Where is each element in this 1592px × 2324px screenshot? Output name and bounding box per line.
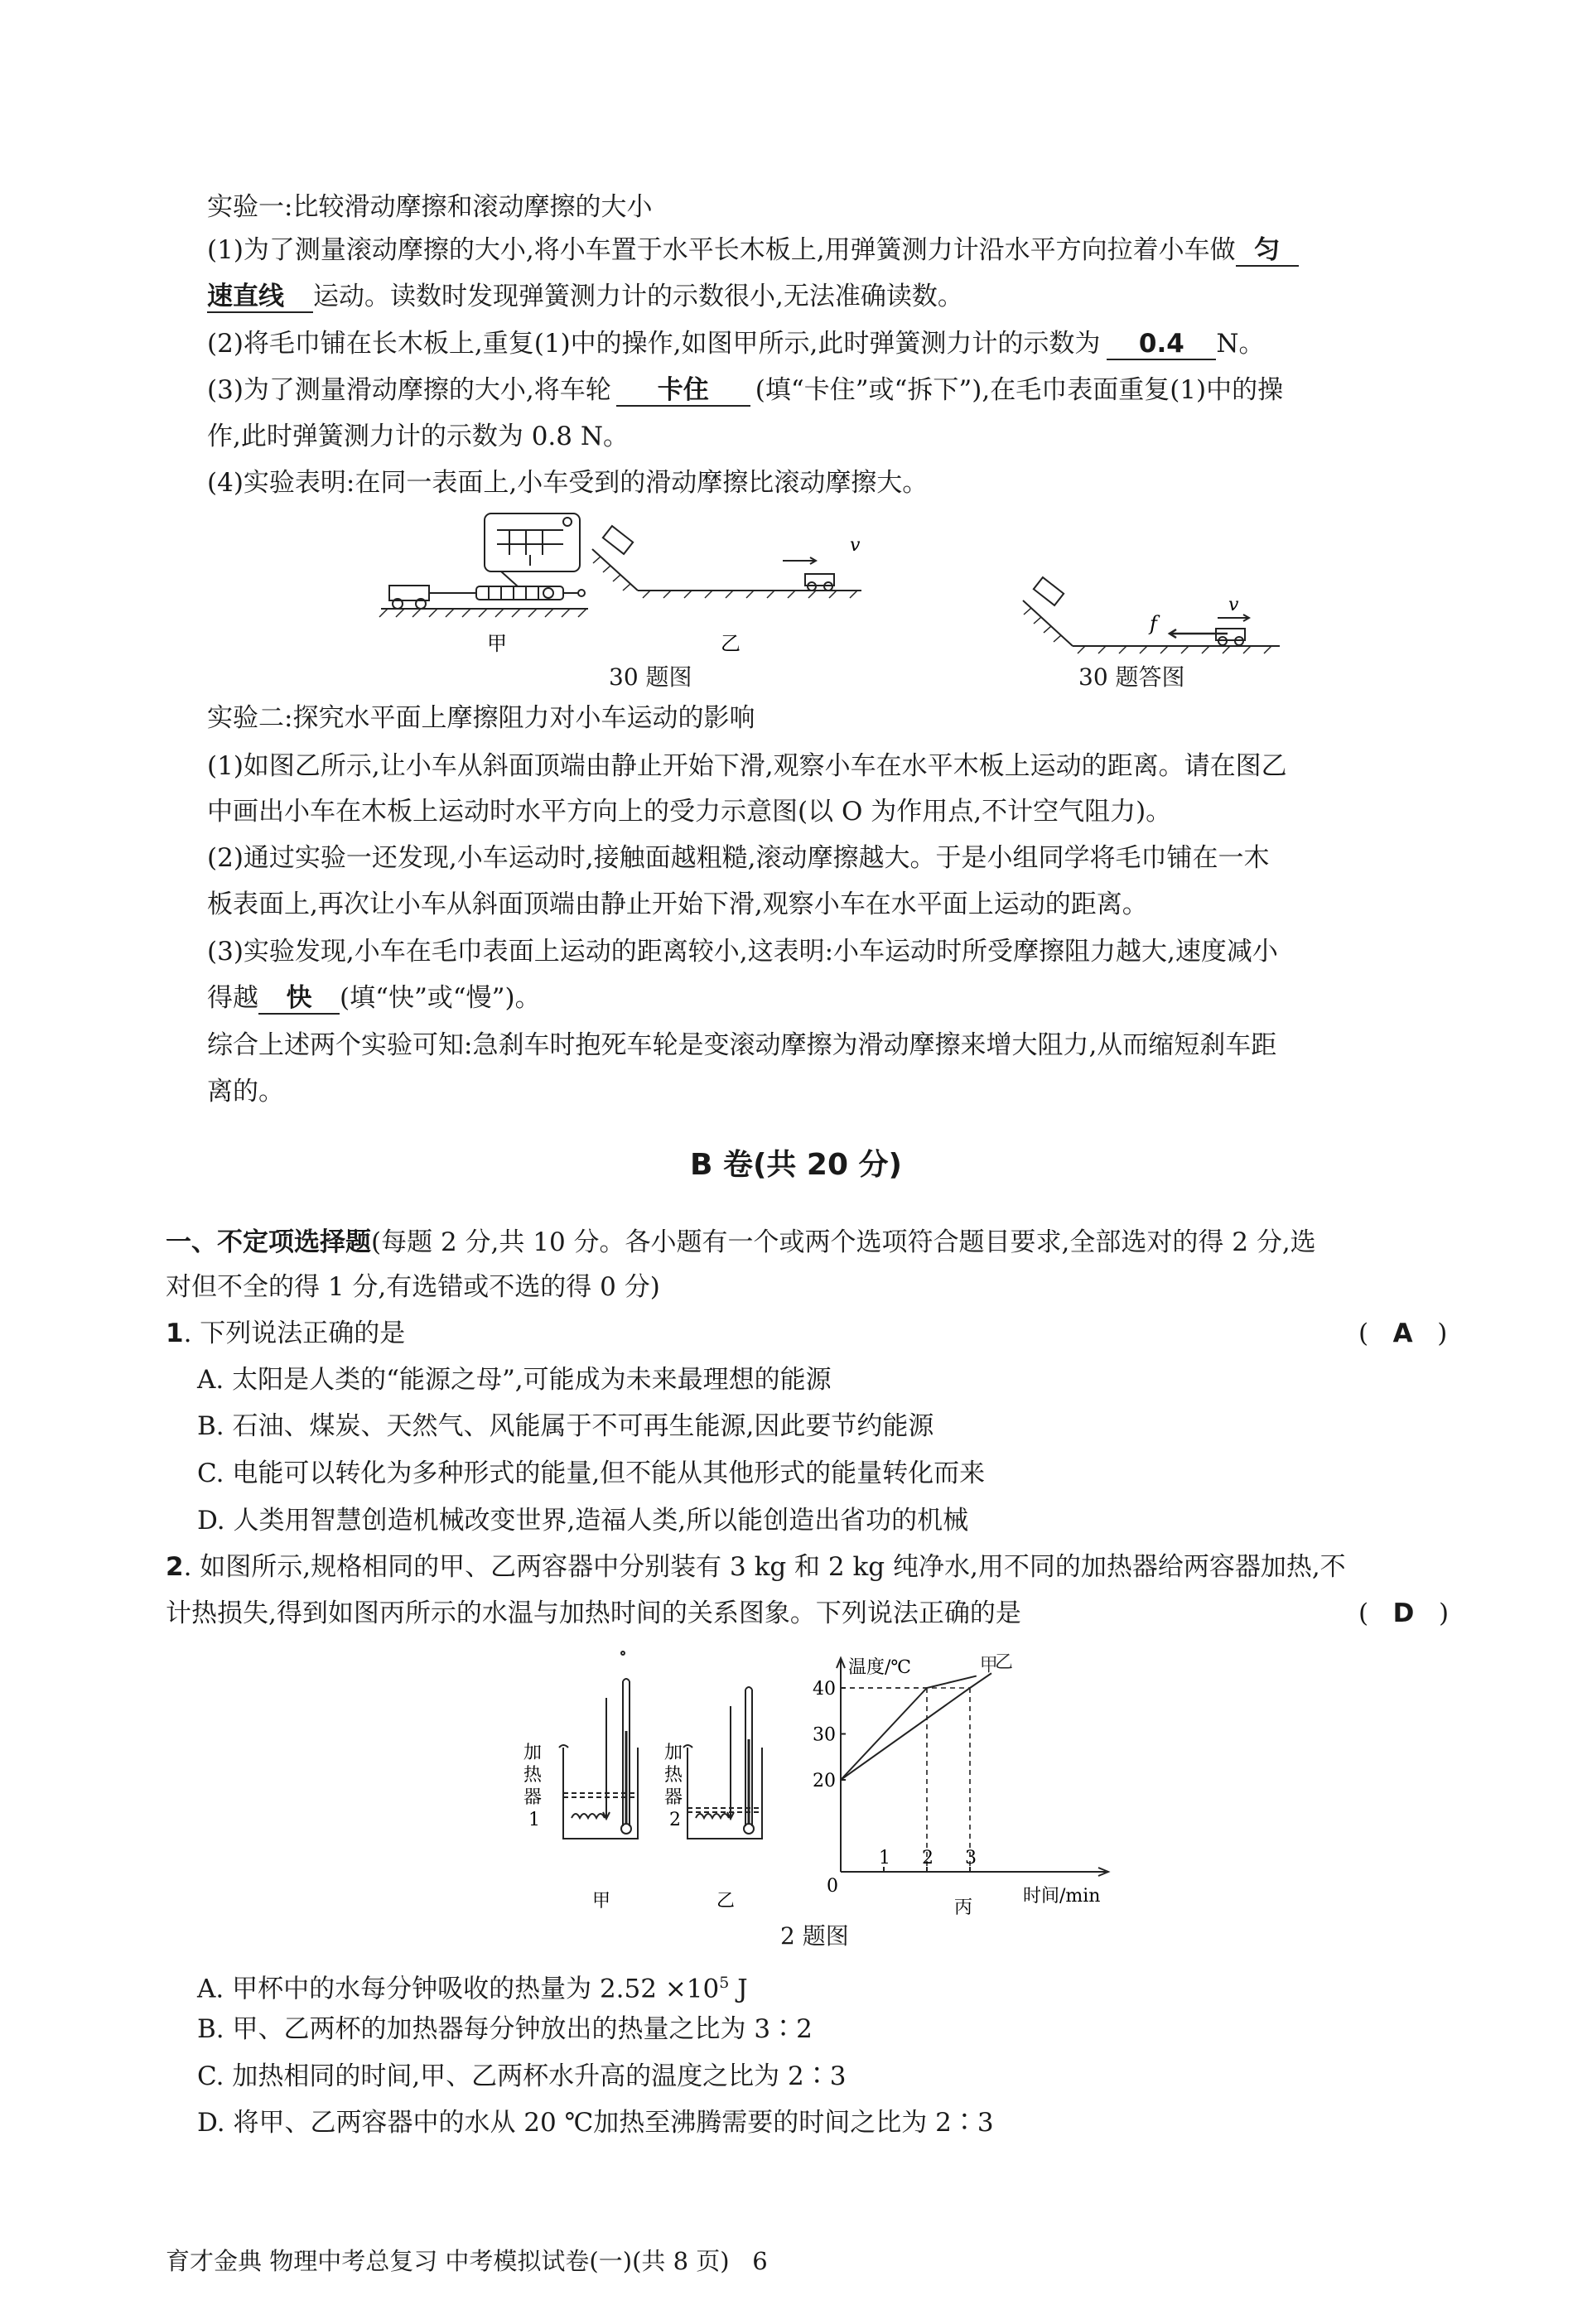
beaker2-label-4: 2: [669, 1810, 681, 1830]
section-b-intro-cont: 对但不全的得 1 分,有选错或不选的得 0 分): [166, 1272, 660, 1302]
page-number: 6: [752, 2247, 768, 2275]
q1-stem-text: . 下列说法正确的是: [183, 1319, 406, 1348]
chart-y-tick-40: 40: [813, 1679, 836, 1700]
q1-number: 1: [166, 1319, 184, 1348]
exp2-summary-b: 离的。: [207, 1077, 284, 1107]
chart-y-tick-30: 30: [813, 1724, 836, 1746]
exp2-summary-a: 综合上述两个实验可知:急刹车时抱死车轮是变滚动摩擦为滑动摩擦来增大阻力,从而缩短刹车距: [207, 1030, 1277, 1060]
exp2-p3-b: [207, 980, 541, 1016]
beaker1-label-4: 1: [528, 1810, 540, 1830]
beaker1-label-3: 器: [523, 1787, 543, 1808]
chart-origin-label: 0: [827, 1876, 838, 1897]
section-b-intro-heading: 一、不定项选择题: [166, 1227, 371, 1257]
q2-number: 2: [166, 1552, 184, 1582]
exp2-p3-post: (填“快”或“慢”)。: [340, 983, 541, 1013]
beaker2-label-3: 器: [664, 1787, 683, 1808]
fig30-v-label: v: [850, 535, 861, 556]
chart-y-label: 温度/℃: [848, 1657, 912, 1678]
q2-option-a: [197, 1965, 748, 2007]
exp1-p2-text: (2)将毛巾铺在长木板上,重复(1)中的操作,如图甲所示,此时弹簧测力计的示数为: [207, 329, 1101, 359]
fig30-caption: 30 题图: [609, 663, 692, 691]
q2-stem-cont: 计热损失,得到如图丙所示的水温与加热时间的关系图象。下列说法正确的是: [166, 1598, 1021, 1628]
q1-stem: [166, 1315, 405, 1352]
exp1-p1-answer-a: 匀: [1236, 235, 1299, 267]
exp2-p2-a: (2)通过实验一还发现,小车运动时,接触面越粗糙,滚动摩擦越大。于是小组同学将毛巾铺在一木: [207, 843, 1270, 873]
exp1-p2-unit: N。: [1216, 329, 1265, 359]
q1-option-b: B. 石油、煤炭、天然气、风能属于不可再生能源,因此要节约能源: [197, 1411, 934, 1441]
exp2-p1-a: (1)如图乙所示,让小车从斜面顶端由静止开始下滑,观察小车在水平木板上运动的距离。请在图乙: [207, 751, 1287, 781]
exp1-p1: [207, 232, 1299, 268]
q2-stem-text: . 如图所示,规格相同的甲、乙两容器中分别装有 3 kg 和 2 kg 纯净水,用不同的加热器给两容器加热,不: [183, 1552, 1346, 1582]
exp1-p1-cont: [207, 278, 963, 315]
beaker1-label-1: 加: [523, 1743, 543, 1763]
q2-temperature-chart: [795, 1648, 1126, 1921]
q1-option-a: A. 太阳是人类的“能源之母”,可能成为未来最理想的能源: [197, 1365, 832, 1395]
q1-answer: A: [1392, 1319, 1413, 1348]
q2-stem: [166, 1549, 1346, 1585]
page-footer: [166, 2243, 768, 2277]
exp1-p2: [207, 325, 1265, 362]
exp1-p3-text-b: (填“卡住”或“拆下”),在毛巾表面重复(1)中的操: [755, 375, 1284, 405]
section-b-title: B 卷(共 20 分): [689, 1148, 903, 1182]
exp2-p2-b: 板表面上,再次让小车从斜面顶端由静止开始下滑,观察小车在水平面上运动的距离。: [207, 890, 1148, 919]
footer-text: 育才金典 物理中考总复习 中考模拟试卷(一)(共 8 页): [166, 2247, 730, 2275]
fig30-f-label: f: [1150, 612, 1157, 635]
q2-option-a-unit: J: [729, 1974, 748, 2004]
beaker2-label-2: 热: [664, 1765, 683, 1786]
chart-series-line-甲: [841, 1676, 977, 1780]
chart-label-bing: 丙: [954, 1897, 973, 1918]
fig30-label-jia: 甲: [487, 632, 507, 655]
chart-x-label: 时间/min: [1023, 1886, 1101, 1907]
exp1-p4: (4)实验表明:在同一表面上,小车受到的滑动摩擦比滚动摩擦大。: [207, 468, 929, 498]
chart-y-tick-20: 20: [813, 1771, 836, 1791]
exp1-p1-text-b: 运动。读数时发现弹簧测力计的示数很小,无法准确读数。: [313, 282, 963, 311]
q2-option-b: B. 甲、乙两杯的加热器每分钟放出的热量之比为 3∶2: [197, 2014, 813, 2044]
beaker1-label-2: 热: [523, 1765, 543, 1786]
q2-option-c: C. 加热相同的时间,甲、乙两杯水升高的温度之比为 2∶3: [197, 2061, 847, 2091]
q2-option-a-text: A. 甲杯中的水每分钟吸收的热量为 2.52 ×10: [197, 1974, 720, 2004]
beaker-label-jia: 甲: [592, 1891, 611, 1912]
q2-answer: D: [1392, 1598, 1415, 1628]
exp2-p3-answer: 快: [258, 983, 340, 1015]
chart-x-tick-2: 2: [922, 1848, 933, 1868]
exp1-p1-answer-b: 速直线: [207, 282, 313, 313]
chart-series-label-甲: 甲: [979, 1655, 998, 1676]
exp2-p3-pre: 得越: [207, 983, 258, 1013]
exp1-p3-cont: 作,此时弹簧测力计的示数为 0.8 N。: [207, 422, 629, 451]
q2-fig-caption: 2 题图: [780, 1922, 849, 1950]
exp2-p3-a: (3)实验发现,小车在毛巾表面上运动的距离较小,这表明:小车运动时所受摩擦阻力越大,速度减小: [207, 937, 1278, 967]
fig30-answer-v-label: v: [1228, 595, 1239, 615]
chart-series-label-乙: 乙: [995, 1652, 1014, 1674]
beaker-label-yi: 乙: [716, 1891, 736, 1912]
section-b-intro: [166, 1224, 1316, 1261]
exp1-p3: [207, 372, 1283, 408]
beaker2-label-1: 加: [664, 1743, 683, 1763]
exp1-p2-answer: 0.4: [1107, 329, 1216, 360]
exp1-title: 实验一:比较滑动摩擦和滚动摩擦的大小: [207, 192, 653, 222]
exp1-p3-answer: 卡住: [616, 375, 750, 407]
q2-option-a-exponent: 5: [719, 1974, 730, 1992]
q1-option-c: C. 电能可以转化为多种形式的能量,但不能从其他形式的能量转化而来: [197, 1459, 986, 1488]
q1-option-d: D. 人类用智慧创造机械改变世界,造福人类,所以能创造出省功的机械: [197, 1506, 969, 1536]
q2-beakers-figure: [514, 1648, 787, 1921]
exp2-p1-b: 中画出小车在木板上运动时水平方向上的受力示意图(以 O 为作用点,不计空气阻力)。: [207, 797, 1172, 827]
section-b-intro-text: (每题 2 分,共 10 分。各小题有一个或两个选项符合题目要求,全部选对的得 2 分,选: [371, 1227, 1316, 1257]
q2-answer-bracket: ( D ): [1358, 1598, 1450, 1628]
fig30-answer-caption: 30 题答图: [1078, 663, 1185, 691]
chart-x-tick-3: 3: [965, 1848, 977, 1868]
q1-answer-bracket: ( A ): [1358, 1319, 1448, 1348]
fig30-label-yi: 乙: [721, 632, 741, 655]
exp1-p3-text: (3)为了测量滑动摩擦的大小,将车轮: [207, 375, 611, 405]
exp1-p1-text: (1)为了测量滚动摩擦的大小,将小车置于水平长木板上,用弹簧测力计沿水平方向拉着小车做: [207, 235, 1236, 265]
chart-x-tick-1: 1: [879, 1848, 890, 1868]
exp2-title: 实验二:探究水平面上摩擦阻力对小车运动的影响: [207, 703, 755, 733]
chart-series-line-乙: [841, 1673, 991, 1780]
q2-option-d: D. 将甲、乙两容器中的水从 20 ℃加热至沸腾需要的时间之比为 2∶3: [197, 2108, 994, 2138]
